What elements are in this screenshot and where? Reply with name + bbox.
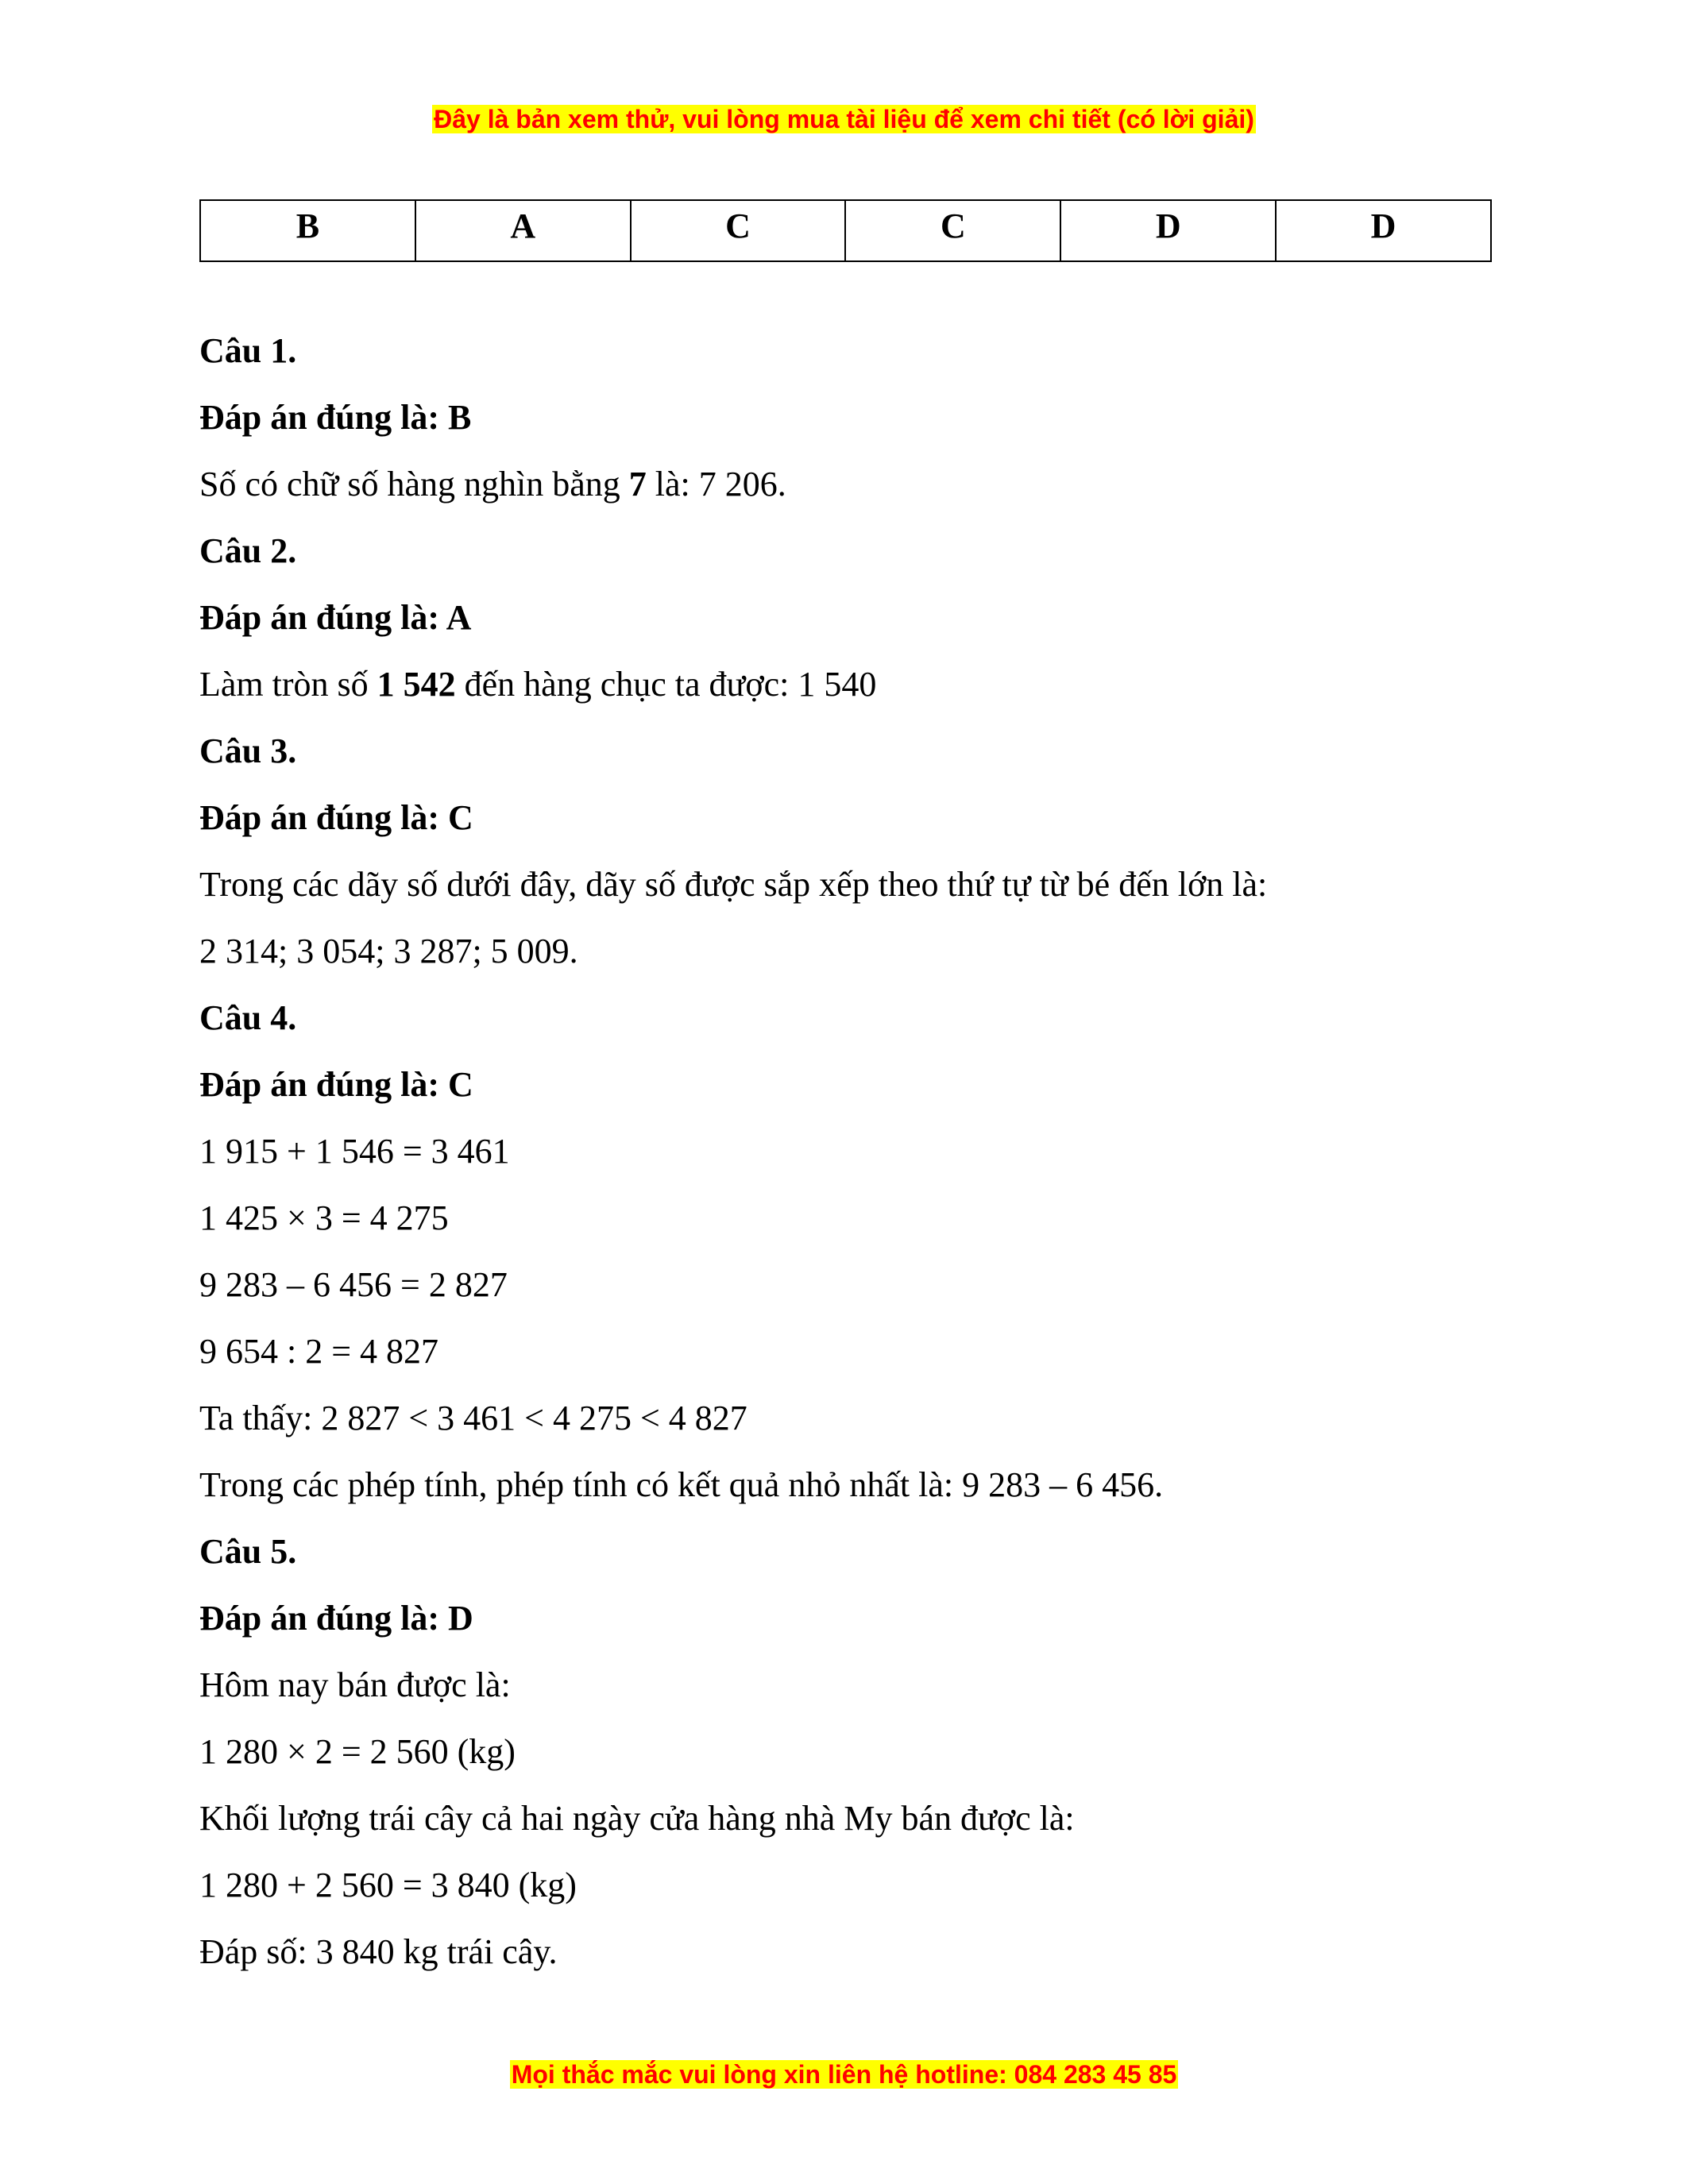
answer-key-row <box>200 200 1491 261</box>
answer-key-cell: C <box>845 200 1060 261</box>
solutions-body <box>199 326 1502 1993</box>
explanation-line <box>199 459 1502 526</box>
question-title: Câu 5. <box>199 1532 297 1571</box>
question-title: Câu 1. <box>199 331 297 370</box>
question-title: Câu 3. <box>199 731 297 770</box>
correct-answer: Đáp án đúng là: D <box>199 1599 473 1638</box>
calculation-line: 1 280 + 2 560 = 3 840 (kg) <box>199 1866 577 1904</box>
explanation-text: đến hàng chục ta được: 1 540 <box>455 665 877 704</box>
explanation-line: Hôm nay bán được là: <box>199 1665 511 1704</box>
explanation-text: Làm tròn số <box>199 665 377 704</box>
final-answer-line: Đáp số: 3 840 kg trái cây. <box>199 1932 558 1971</box>
answer-key-cell: B <box>200 200 415 261</box>
correct-answer: Đáp án đúng là: C <box>199 798 473 837</box>
question-title: Câu 2. <box>199 531 297 570</box>
calculation-line: 1 425 × 3 = 4 275 <box>199 1198 449 1237</box>
explanation-line: 2 314; 3 054; 3 287; 5 009. <box>199 932 578 970</box>
calculation-line: 1 915 + 1 546 = 3 461 <box>199 1132 510 1171</box>
calculation-line: 1 280 × 2 = 2 560 (kg) <box>199 1732 516 1771</box>
comparison-line: Ta thấy: 2 827 < 3 461 < 4 275 < 4 827 <box>199 1399 747 1437</box>
question-title: Câu 4. <box>199 998 297 1037</box>
answer-key-cell: A <box>415 200 631 261</box>
explanation-line: Trong các dãy số dưới đây, dãy số được sắp xếp theo thứ tự từ bé đến lớn là: <box>199 865 1268 904</box>
answer-key-table <box>199 199 1492 262</box>
correct-answer: Đáp án đúng là: B <box>199 398 472 437</box>
explanation-line: Khối lượng trái cây cả hai ngày cửa hàng nhà My bán được là: <box>199 1799 1075 1838</box>
explanation-emphasis: 7 <box>628 465 647 504</box>
calculation-line: 9 654 : 2 = 4 827 <box>199 1332 439 1371</box>
answer-key-cell: D <box>1060 200 1276 261</box>
correct-answer: Đáp án đúng là: C <box>199 1065 473 1104</box>
explanation-text: Số có chữ số hàng nghìn bằng <box>199 465 629 504</box>
explanation-line <box>199 659 1502 726</box>
answer-key-cell: D <box>1276 200 1491 261</box>
answer-key-cell: C <box>631 200 846 261</box>
preview-notice-banner <box>0 103 1688 135</box>
conclusion-line: Trong các phép tính, phép tính có kết quả nhỏ nhất là: 9 283 – 6 456. <box>199 1465 1164 1504</box>
explanation-text: là: 7 206. <box>646 465 786 504</box>
explanation-emphasis: 1 542 <box>377 665 456 704</box>
preview-notice-text: Đây là bản xem thử, vui lòng mua tài liệu để xem chi tiết (có lời giải) <box>434 105 1254 133</box>
hotline-notice-banner <box>0 2059 1688 2090</box>
calculation-line: 9 283 – 6 456 = 2 827 <box>199 1265 508 1304</box>
hotline-notice-text: Mọi thắc mắc vui lòng xin liên hệ hotline: 084 283 45 85 <box>511 2060 1177 2089</box>
correct-answer: Đáp án đúng là: A <box>199 598 472 637</box>
